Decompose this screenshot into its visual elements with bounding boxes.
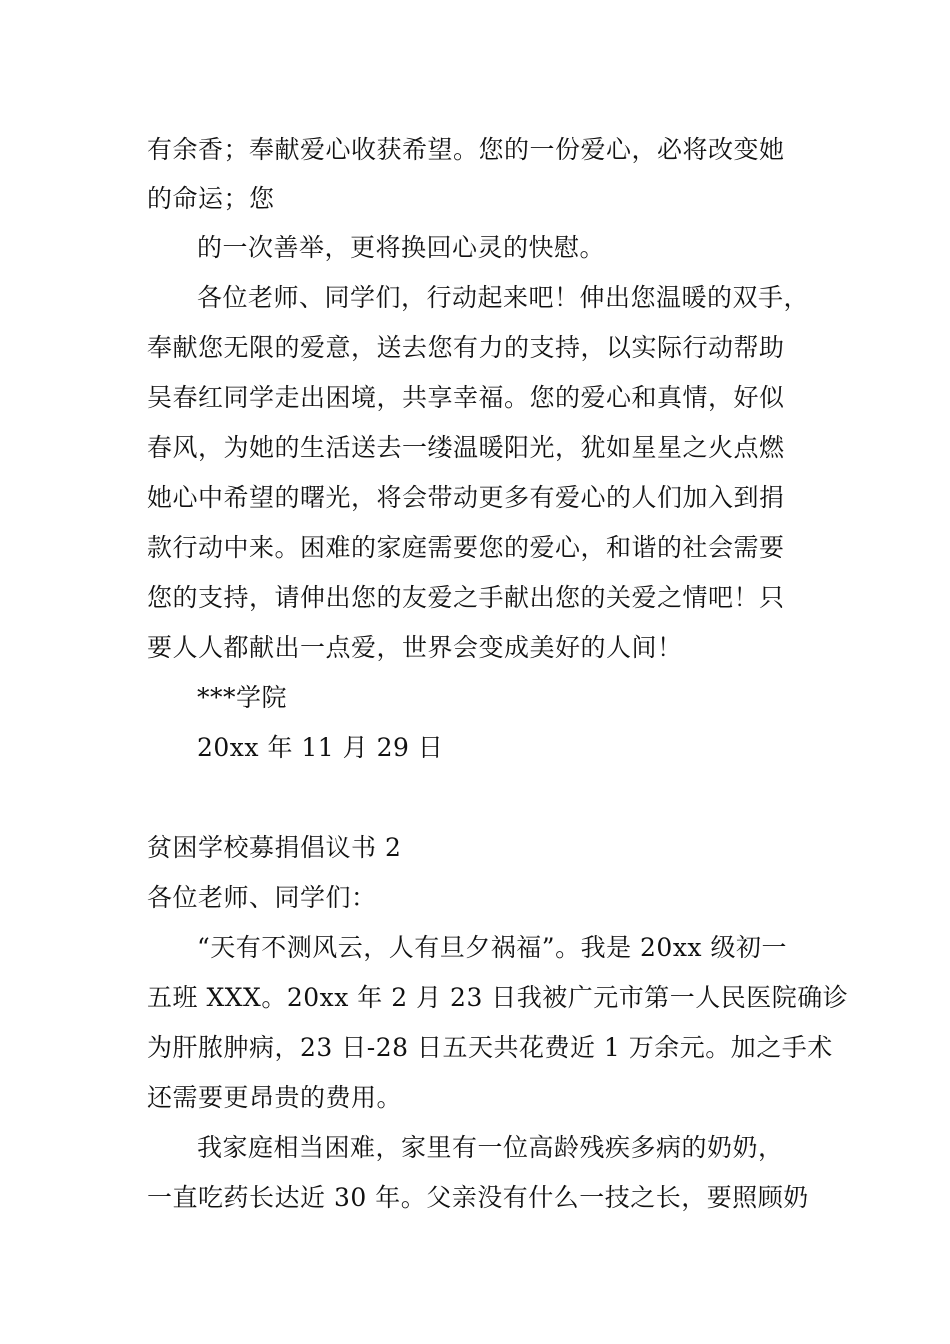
paragraph-line: 的命运；您 bbox=[147, 184, 275, 213]
paragraph-line: 款行动中来。困难的家庭需要您的爱心，和谐的社会需要 bbox=[147, 533, 785, 562]
paragraph-line: 的一次善举，更将换回心灵的快慰。 bbox=[197, 233, 606, 262]
date: 20xx 年 11 月 29 日 bbox=[197, 733, 444, 762]
signature: ***学院 bbox=[197, 683, 288, 712]
paragraph-line: 有余香；奉献爱心收获希望。您的一份爱心，必将改变她 bbox=[147, 135, 785, 164]
salutation: 各位老师、同学们： bbox=[147, 883, 377, 912]
paragraph-line: 五班 XXX。20xx 年 2 月 23 日我被广元市第一人民医院确诊 bbox=[147, 983, 849, 1012]
paragraph-line: 一直吃药长达近 30 年。父亲没有什么一技之长，要照顾奶 bbox=[147, 1183, 809, 1212]
paragraph-line: 她心中希望的曙光，将会带动更多有爱心的人们加入到捐 bbox=[147, 483, 785, 512]
paragraph-line: “天有不测风云，人有旦夕祸福”。我是 20xx 级初一 bbox=[197, 933, 787, 962]
paragraph-line: 您的支持，请伸出您的友爱之手献出您的关爱之情吧！只 bbox=[147, 583, 785, 612]
paragraph-line: 为肝脓肿病，23 日-28 日五天共花费近 1 万余元。加之手术 bbox=[147, 1033, 833, 1062]
paragraph-line: 我家庭相当困难，家里有一位高龄残疾多病的奶奶， bbox=[197, 1133, 784, 1162]
paragraph-line: 春风，为她的生活送去一缕温暖阳光，犹如星星之火点燃 bbox=[147, 433, 785, 462]
paragraph-line: 要人人都献出一点爱，世界会变成美好的人间！ bbox=[147, 633, 683, 662]
paragraph-line: 吴春红同学走出困境，共享幸福。您的爱心和真情，好似 bbox=[147, 383, 785, 412]
paragraph-line: 还需要更昂贵的费用。 bbox=[147, 1083, 403, 1112]
paragraph-line: 各位老师、同学们，行动起来吧！伸出您温暖的双手， bbox=[197, 283, 810, 312]
paragraph-line: 奉献您无限的爱意，送去您有力的支持，以实际行动帮助 bbox=[147, 333, 785, 362]
section-title: 贫困学校募捐倡议书 2 bbox=[147, 833, 402, 862]
